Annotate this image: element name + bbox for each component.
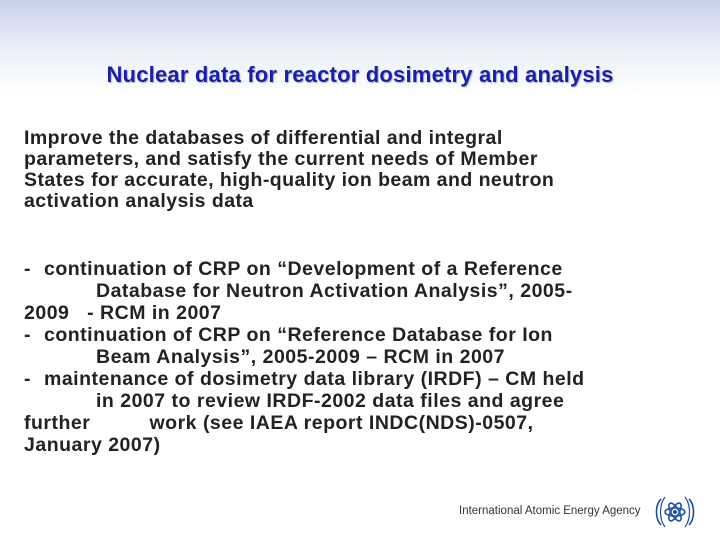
bullet-text: Beam Analysis”, 2005-2009 – RCM in 2007 bbox=[96, 346, 505, 368]
bullet-text: further work (see IAEA report INDC(NDS)-0507, bbox=[24, 412, 534, 434]
bullet-list bbox=[24, 258, 714, 456]
bullet-marker: - bbox=[24, 368, 31, 390]
bullet-text: January 2007) bbox=[24, 434, 161, 456]
slide-title: Nuclear data for reactor dosimetry and analysis bbox=[106, 62, 614, 87]
bullet-item bbox=[24, 258, 714, 324]
iaea-logo-icon bbox=[651, 493, 699, 531]
bullet-text: continuation of CRP on “Development of a Reference bbox=[44, 258, 563, 280]
bullet-item bbox=[24, 324, 714, 368]
footer-agency-name: International Atomic Energy Agency bbox=[459, 505, 641, 517]
intro-line: Improve the databases of differential and integral bbox=[24, 127, 503, 149]
bullet-marker: - bbox=[24, 258, 31, 280]
bullet-marker: - bbox=[24, 324, 31, 346]
bullet-text: maintenance of dosimetry data library (IRDF) – CM held bbox=[44, 368, 585, 390]
intro-paragraph bbox=[24, 128, 704, 212]
intro-line: States for accurate, high-quality ion beam and neutron bbox=[24, 169, 555, 191]
bullet-text: in 2007 to review IRDF-2002 data files and agree bbox=[96, 390, 565, 412]
bullet-text: 2009 - RCM in 2007 bbox=[24, 302, 222, 324]
bullet-text: continuation of CRP on “Reference Database for Ion bbox=[44, 324, 553, 346]
intro-line: parameters, and satisfy the current needs of Member bbox=[24, 148, 538, 170]
intro-line: activation analysis data bbox=[24, 190, 254, 212]
bullet-item bbox=[24, 368, 714, 456]
bullet-text: Database for Neutron Activation Analysis”, 2005- bbox=[96, 280, 573, 302]
